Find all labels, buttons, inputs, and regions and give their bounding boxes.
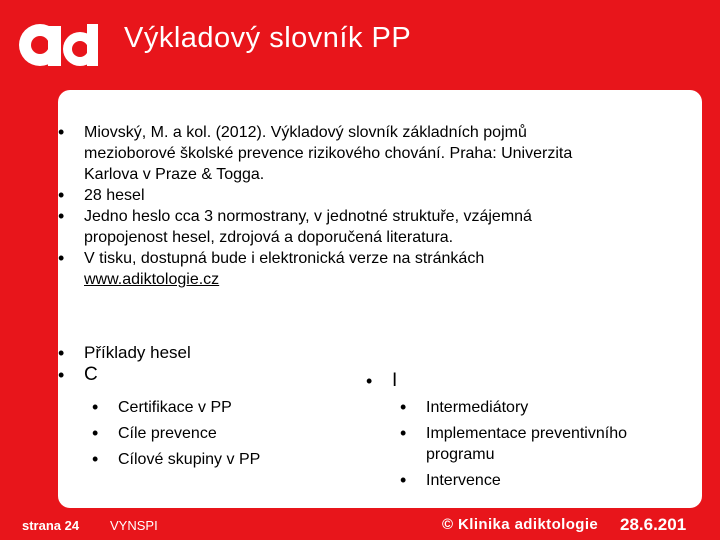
list-item: • Certifikace v PP [92,397,232,417]
bullet-icon: • [58,248,65,268]
bullet-item-structure [58,206,678,248]
letter-c-item [58,364,191,386]
letter-i-list [400,397,627,491]
bullet-item-reference [58,122,678,185]
bullet-icon: • [58,206,65,226]
slide-date: 28.6.201 [620,515,687,534]
website-link[interactable]: www.adiktologie.cz [84,271,220,288]
bullet-line: mezioborové školské prevence rizikového chování. Praha: Univerzita [84,145,573,162]
list-item: • Intervence [400,470,501,490]
bullet-icon: • [92,397,99,417]
bullet-icon: • [58,343,65,363]
footer-source: VYNSPI [110,518,158,533]
bullet-line: Jedno heslo cca 3 normostrany, v jednotné struktuře, vzájemná [84,208,532,225]
bullet-line: 28 hesel [84,187,145,204]
bullet-icon: • [92,449,99,469]
clinic-name: © Klinika adiktologie [442,516,599,533]
list-item: • Cíle prevence [92,423,217,443]
bullet-line: Miovský, M. a kol. (2012). Výkladový slovník základních pojmů [84,124,527,141]
examples-heading: Příklady hesel [84,343,191,362]
bullet-icon: • [92,423,99,443]
letter-c-list [92,397,260,470]
letter-i-item [366,370,397,392]
examples-heading-item [58,342,191,364]
bullet-item-count [58,185,678,206]
bullet-icon: • [58,185,65,205]
adiktologie-logo [18,20,100,70]
letter-i: I [392,370,398,391]
bullet-list [58,122,678,290]
slide-title: Výkladový slovník PP [124,22,412,54]
list-item: • Implementace preventivního programu [400,423,627,463]
bullet-icon: • [366,371,373,391]
bullet-icon: • [400,397,407,417]
list-item: • Cílové skupiny v PP [92,449,261,469]
bullet-icon: • [58,365,65,385]
examples-section [58,342,191,386]
bullet-line: Karlova v Praze & Togga. [84,166,265,183]
bullet-icon: • [400,470,407,490]
bullet-icon: • [400,423,407,443]
bullet-item-print [58,248,678,290]
bullet-icon: • [58,122,65,142]
page-number: strana 24 [22,518,80,533]
letter-c: C [84,364,98,385]
bullet-line: propojenost hesel, zdrojová a doporučená literatura. [84,229,454,246]
list-item: • Intermediátory [400,397,529,417]
bullet-line: V tisku, dostupná bude i elektronická verze na stránkách [84,250,485,267]
